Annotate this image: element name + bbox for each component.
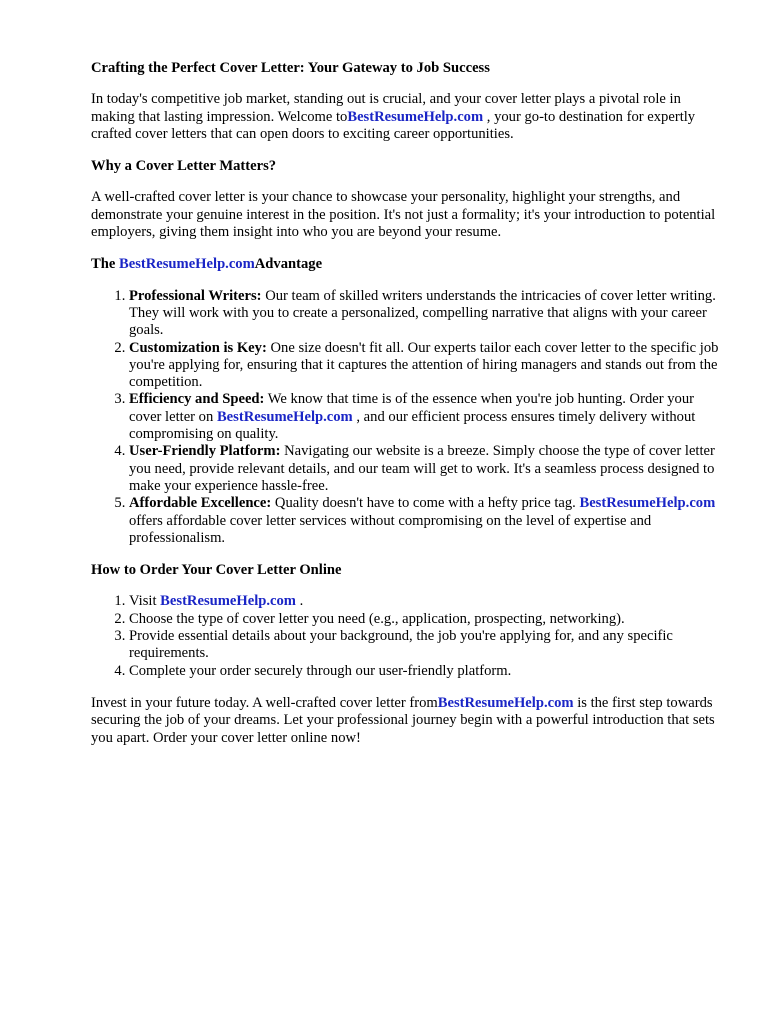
why-heading: Why a Cover Letter Matters? (91, 158, 277, 175)
item-text-post: offers affordable cover letter services without compromising on the level of expertise and professionalism. (129, 512, 652, 546)
item-label: Professional Writers: (129, 287, 262, 304)
site-link-heading[interactable]: BestResumeHelp.com (118, 256, 255, 273)
intro-paragraph (91, 91, 727, 143)
item-text-pre: Quality doesn't have to come with a hefty price tag. (274, 495, 576, 512)
list-item (129, 495, 727, 547)
closing-text-2: is the first step towards securing the job of your dreams. Let your professional journey begin with a powerful introduction that sets you apart. Order your cover letter online now! (91, 694, 715, 746)
site-link-affordable[interactable]: BestResumeHelp.com (579, 495, 716, 512)
item-text: One size doesn't fit all. Our experts tailor each cover letter to the specific job you're applying for, ensuring that it captures the attention of hiring managers and stands out from the competition. (129, 339, 719, 391)
list-item (129, 593, 727, 610)
advantage-heading-post: Advantage (254, 256, 323, 273)
list-item (129, 340, 727, 392)
why-paragraph: A well-crafted cover letter is your chance to showcase your personality, highlight your strengths, and demonstrate your genuine interest in the position. It's not just a formality; it's your introduction to potential employers, giving them insight into who you are beyond your resume. (91, 189, 716, 241)
advantage-heading-pre: The (91, 256, 116, 273)
advantage-list (91, 288, 727, 547)
list-item (129, 288, 727, 340)
list-item: 4. Complete your order securely through our user-friendly platform. (129, 663, 727, 680)
item-label: User-Friendly Platform: (129, 443, 281, 460)
list-item: 3. Provide essential details about your background, the job you're applying for, and any specific requirements. (129, 628, 727, 663)
intro-text-2: , your go-to destination for expertly crafted cover letters that can open doors to exciting career opportunities. (91, 108, 696, 142)
item-text-pre: We know that time is of the essence when you're job hunting. Order your cover letter on (129, 391, 694, 425)
item-text: Navigating our website is a breeze. Simply choose the type of cover letter you need, provide relevant details, and our team will get to work. It's a seamless process designed to make your experience hassle-free. (129, 443, 715, 494)
list-item: 2. Choose the type of cover letter you need (e.g., application, prospecting, networking). (129, 611, 727, 628)
order-heading: How to Order Your Cover Letter Online (91, 562, 342, 579)
list-item (129, 443, 727, 495)
item-label: Affordable Excellence: (129, 495, 272, 512)
step-text-post: . (299, 593, 304, 610)
closing-paragraph (91, 695, 727, 747)
site-link-intro[interactable]: BestResumeHelp.com (347, 108, 484, 125)
item-label: Customization is Key: (129, 339, 267, 356)
site-link-closing[interactable]: BestResumeHelp.com (437, 694, 574, 711)
item-label: Efficiency and Speed: (129, 391, 265, 408)
item-text-post: , and our efficient process ensures timely delivery without compromising on quality. (129, 408, 696, 443)
site-link-order[interactable]: BestResumeHelp.com (160, 593, 296, 610)
document-title: Crafting the Perfect Cover Letter: Your Gateway to Job Success (91, 60, 490, 76)
item-text: Our team of skilled writers understands the intricacies of cover letter writing. They will work with you to create a personalized, compelling narrative that aligns with your career goals. (129, 287, 716, 339)
order-steps-list (91, 593, 727, 679)
step-text-pre: Visit (129, 593, 157, 610)
list-item (129, 391, 727, 443)
closing-text-1: Invest in your future today. A well-crafted cover letter from (91, 694, 438, 711)
document-page (91, 60, 727, 747)
site-link-efficiency[interactable]: BestResumeHelp.com (216, 408, 353, 425)
advantage-heading (91, 256, 727, 273)
intro-text-1: In today's competitive job market, standing out is crucial, and your cover letter plays a pivotal role in making that lasting impression. Welcome to (91, 91, 681, 125)
